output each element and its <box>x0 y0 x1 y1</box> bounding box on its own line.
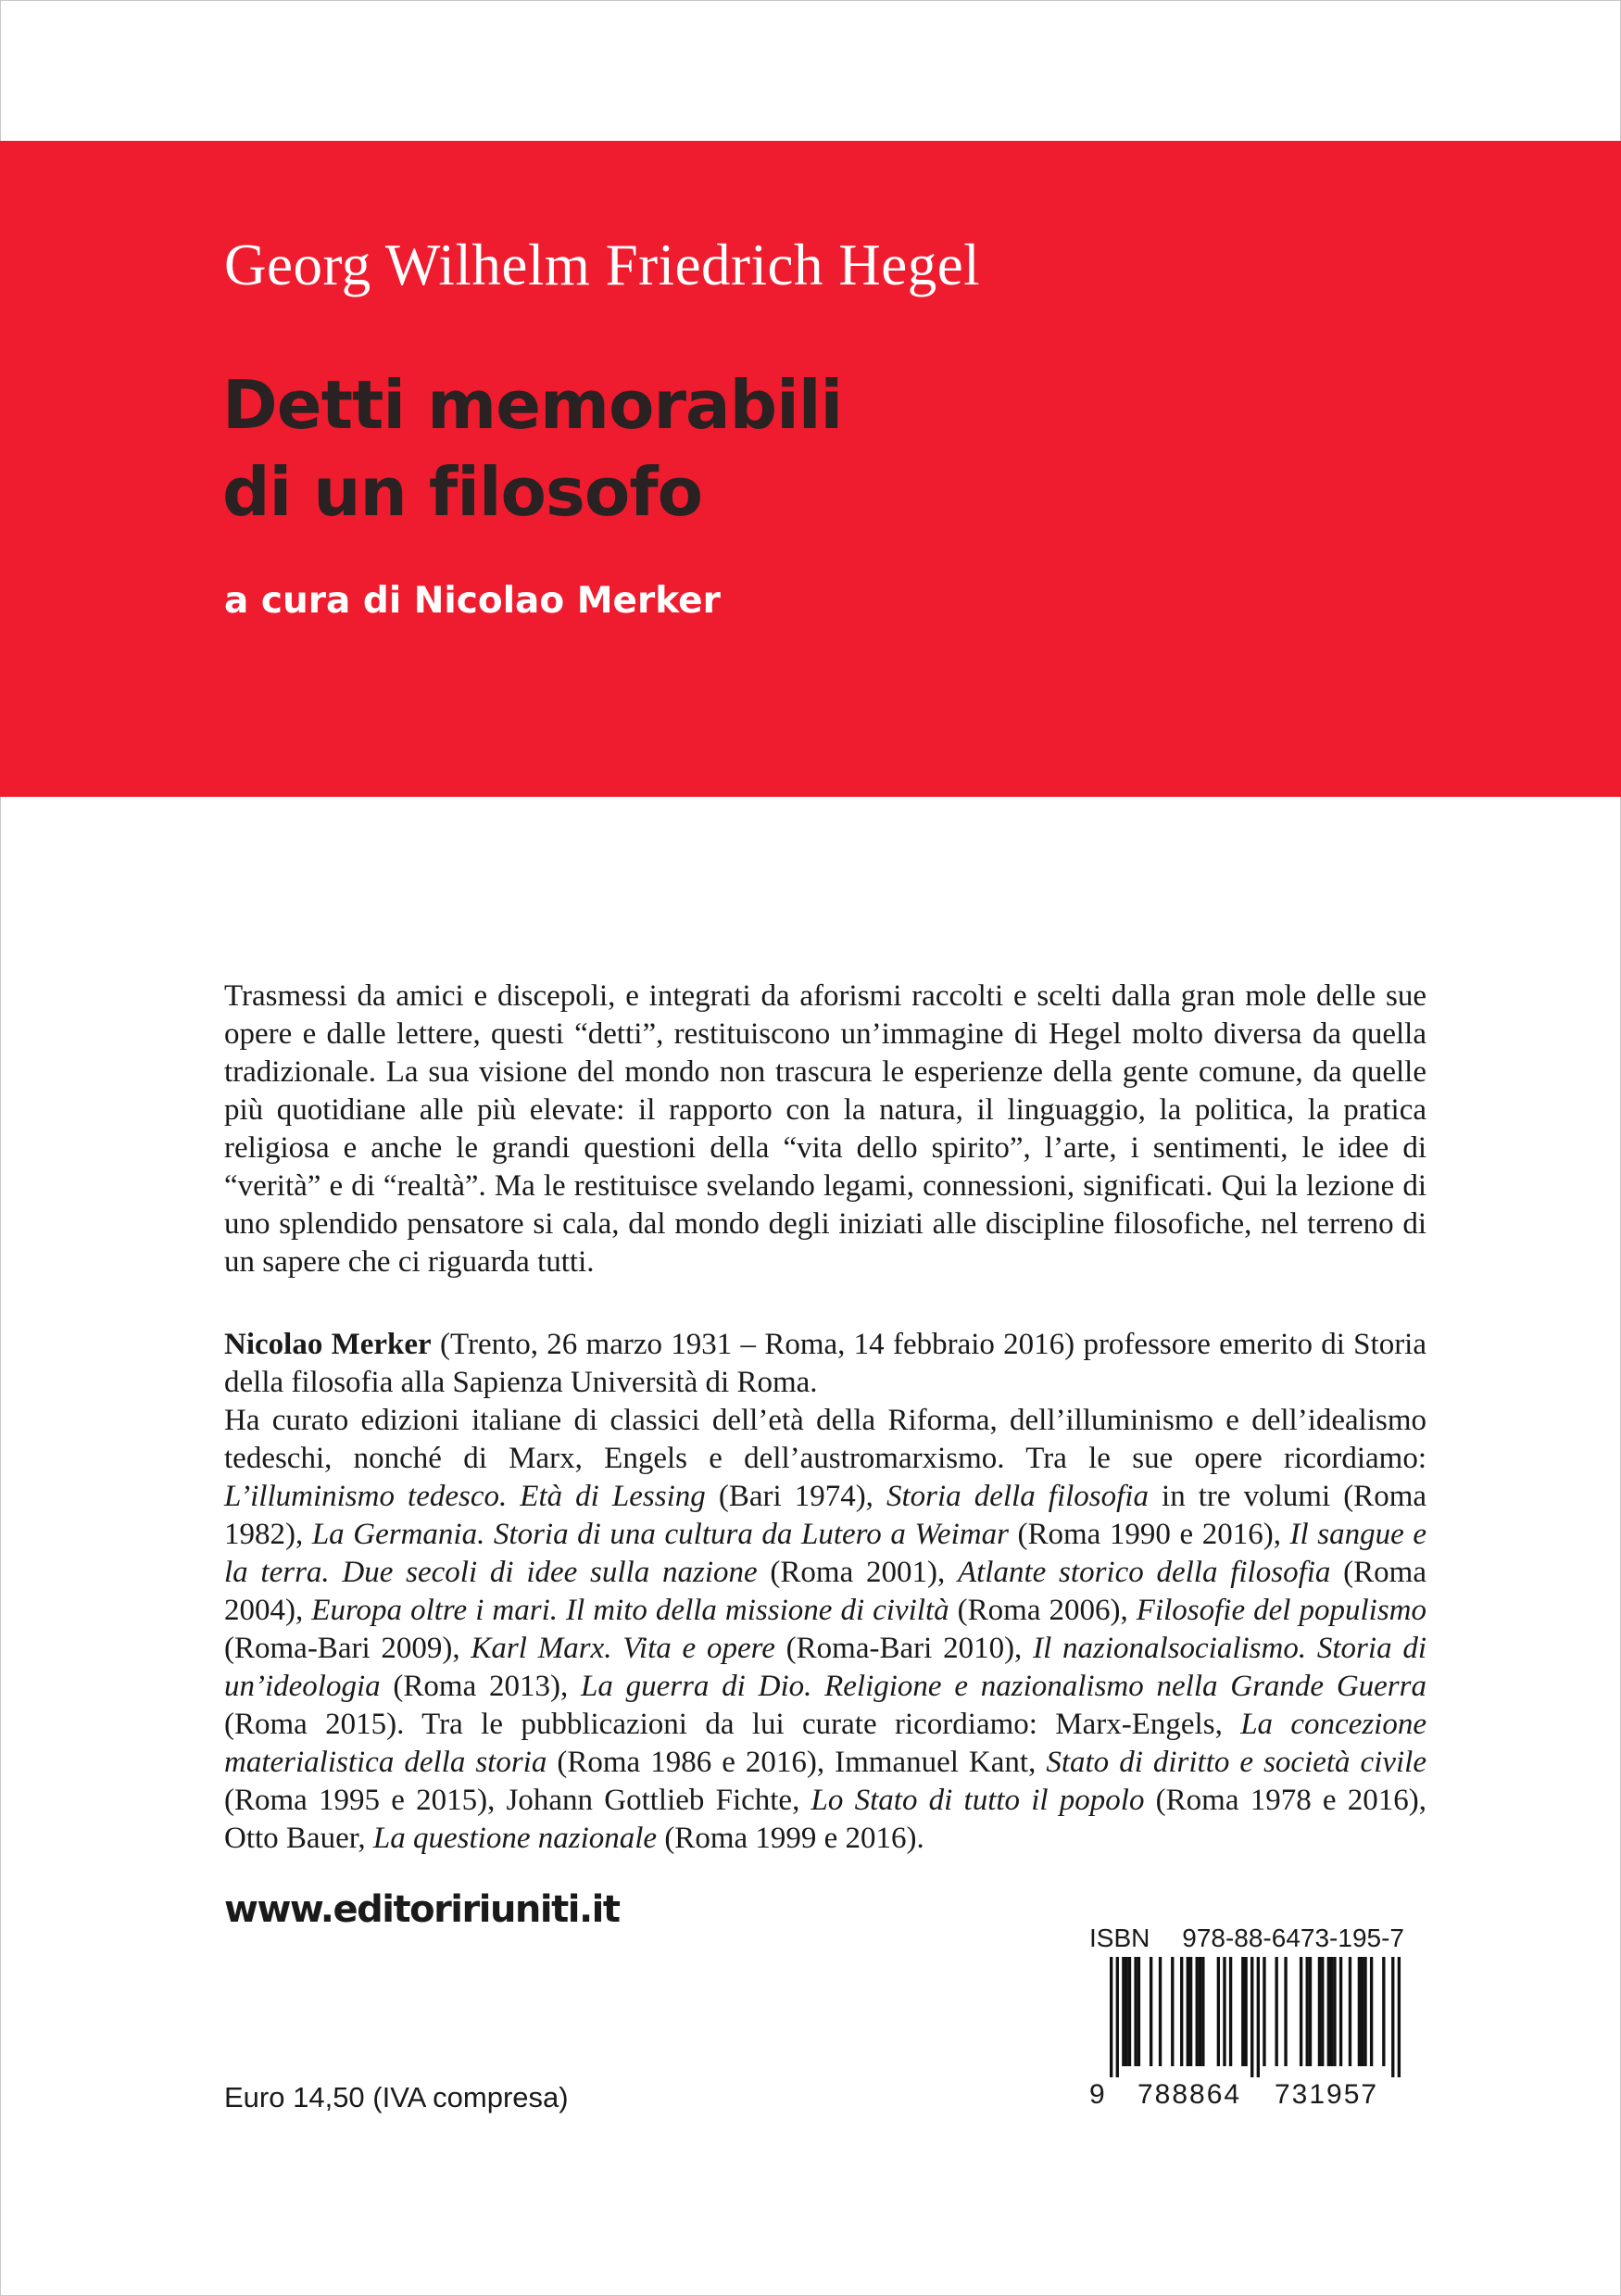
bio-text-segment: (Roma 1990 e 2016), <box>1008 1518 1290 1551</box>
bio-text-segment: in tre volumi (Roma 1982), <box>224 1480 1427 1551</box>
bio-text-segment: (Roma 2004), <box>224 1556 1426 1627</box>
bio-work-title: Europa oltre i mari. Il mito della missione di civiltà <box>311 1594 949 1627</box>
barcode-bar <box>1327 1957 1330 2066</box>
barcode-bar <box>1361 1957 1363 2066</box>
title-line-1: Detti memorabili <box>222 366 843 444</box>
bio-text-segment: (Roma 2013), <box>380 1670 581 1703</box>
barcode-bar <box>1339 1957 1342 2066</box>
barcode-bar <box>1241 1957 1244 2066</box>
barcode-bar <box>1358 1957 1361 2066</box>
barcode-bar <box>1199 1957 1201 2066</box>
barcode-bar <box>1300 1957 1302 2066</box>
barcode <box>1089 1957 1404 2077</box>
bio-text-segment: (Roma-Bari 2010), <box>774 1632 1034 1665</box>
isbn-label: ISBN <box>1089 1924 1150 1952</box>
bio-text-segment: (Roma 1978 e 2016), Otto Bauer, <box>224 1784 1427 1855</box>
bio-work-title: Filosofie del populismo <box>1136 1594 1427 1627</box>
barcode-bar <box>1382 1957 1385 2066</box>
bio-dates: (Trento, 26 marzo 1931 – Roma, 14 febbraio 2016) professore emerito di Storia della filosofia alla Sapienza Università di Roma. <box>224 1328 1427 1399</box>
bio-work-title: Storia della filosofia <box>886 1480 1149 1513</box>
barcode-bar <box>1150 1957 1152 2066</box>
barcode-digits-left: 788864 <box>1137 2079 1242 2110</box>
barcode-bar <box>1229 1957 1232 2066</box>
bio-work-title: La guerra di Dio. Religione e nazionalismo nella Grande Guerra <box>580 1670 1426 1703</box>
barcode-bar <box>1398 1957 1401 2077</box>
barcode-digits-right: 731957 <box>1275 2079 1379 2110</box>
bio-work-title: Stato di diritto e società civile <box>1046 1746 1426 1779</box>
bio-work-title: La concezione materialistica della storia <box>224 1708 1426 1779</box>
publisher-website[interactable]: www.editoririuniti.it <box>224 1888 620 1931</box>
book-title <box>222 361 842 536</box>
barcode-bar <box>1128 1957 1131 2066</box>
barcode-bar <box>1217 1957 1220 2066</box>
barcode-bar <box>1333 1957 1336 2066</box>
barcode-bar <box>1180 1957 1183 2066</box>
barcode-bar <box>1196 1957 1199 2066</box>
price-label: Euro 14,50 (IVA compresa) <box>224 2081 569 2113</box>
bio-text-segment: Ha curato edizioni italiane di classici dell’età della Riforma, dell’illuminismo e dell’idealismo tedeschi, nonché di Marx, Engels e dell’austromarxismo. Tra le sue opere ricordiamo: <box>224 1404 1426 1475</box>
bio-work-title: Lo Stato di tutto il popolo <box>810 1784 1145 1817</box>
editor-credit: a cura di Nicolao Merker <box>224 580 721 622</box>
barcode-bar <box>1263 1957 1265 2066</box>
barcode-bar <box>1275 1957 1277 2066</box>
bio-text-segment: (Roma 2006), <box>949 1594 1137 1627</box>
title-line-2: di un filosofo <box>222 453 703 531</box>
bio-work-title: La Germania. Storia di una cultura da Lutero a Weimar <box>311 1518 1009 1551</box>
barcode-bar <box>1187 1957 1189 2066</box>
bio-text-segment: (Roma 1995 e 2015), Johann Gottlieb Fichte, <box>224 1784 811 1817</box>
barcode-bar <box>1171 1957 1174 2066</box>
barcode-bar <box>1189 1957 1192 2066</box>
barcode-bar <box>1330 1957 1333 2066</box>
isbn-line <box>1089 1924 1404 1953</box>
barcode-bar <box>1110 1957 1112 2077</box>
barcode-bar <box>1122 1957 1125 2066</box>
bio-work-title: Il sangue e la terra. Due secoli di idee sulla nazione <box>224 1518 1426 1589</box>
bio-work-title: La questione nazionale <box>372 1822 658 1855</box>
barcode-bar <box>1250 1957 1253 2077</box>
bio-text-segment: (Roma 2001), <box>757 1556 958 1589</box>
barcode-bar <box>1116 1957 1119 2077</box>
barcode-bar <box>1257 1957 1260 2077</box>
bio-text-segment: (Bari 1974), <box>705 1480 886 1513</box>
author-name: Georg Wilhelm Friedrich Hegel <box>224 233 981 297</box>
author-bio <box>224 1326 1426 1858</box>
barcode-bar <box>1318 1957 1321 2066</box>
bio-text-segment: (Roma 2015). Tra le pubblicazioni da lui curate ricordiamo: Marx-Engels, <box>224 1708 1241 1741</box>
book-blurb: Trasmessi da amici e discepoli, e integrati da aforismi raccolti e scelti dalla gran mole delle sue opere e dalle lettere, questi “detti”, restituiscono un’immagine di Hegel molto diversa da quella tradizionale. La sua visione del mondo non trascura le esperienze della gente comune, da quelle più quotidiane alle più elevate: il rapporto con la natura, il linguaggio, la politica, la pratica religiosa e anche le grandi questioni della “vita dello spirito”, l’arte, i sentimenti, le idee di “verità” e di “realtà”. Ma le restituisce svelando legami, connessioni, significati. Qui la lezione di uno splendido pensatore si cala, dal mondo degli iniziati alle discipline filosofiche, nel terreno di un sapere che ci riguarda tutti. <box>224 979 1426 1279</box>
bio-paragraph-2 <box>224 1402 1426 1858</box>
barcode-bar <box>1321 1957 1324 2066</box>
barcode-bar <box>1201 1957 1204 2066</box>
bio-text-segment: (Roma 1999 e 2016). <box>657 1822 924 1855</box>
bio-work-title: L’illuminismo tedesco. Età di Lessing <box>224 1480 706 1513</box>
bio-text-segment: (Roma 1986 e 2016), Immanuel Kant, <box>547 1746 1047 1779</box>
barcode-bar <box>1244 1957 1247 2066</box>
barcode-bar <box>1391 1957 1394 2077</box>
barcode-bar <box>1125 1957 1128 2066</box>
barcode-bar <box>1159 1957 1162 2066</box>
barcode-bar <box>1137 1957 1140 2066</box>
barcode-bar <box>1223 1957 1225 2066</box>
barcode-bar <box>1306 1957 1309 2066</box>
bio-work-title: Atlante storico della filosofia <box>957 1556 1331 1589</box>
barcode-bar <box>1309 1957 1312 2066</box>
barcode-bar <box>1349 1957 1351 2066</box>
bio-text-segment: (Roma-Bari 2009), <box>224 1632 471 1665</box>
bio-name: Nicolao Merker <box>224 1328 432 1361</box>
barcode-digit-first: 9 <box>1089 2079 1105 2110</box>
barcode-bar <box>1284 1957 1287 2066</box>
bio-paragraph-1 <box>224 1326 1426 1402</box>
bio-work-title: Karl Marx. Vita e opere <box>471 1632 775 1665</box>
isbn-number: 978-88-6473-195-7 <box>1182 1924 1404 1952</box>
bio-work-title: Il nazionalsocialismo. Storia di un’ideologia <box>224 1632 1427 1703</box>
barcode-bar <box>1363 1957 1366 2066</box>
barcode-bar <box>1370 1957 1373 2066</box>
barcode-bar <box>1134 1957 1137 2066</box>
